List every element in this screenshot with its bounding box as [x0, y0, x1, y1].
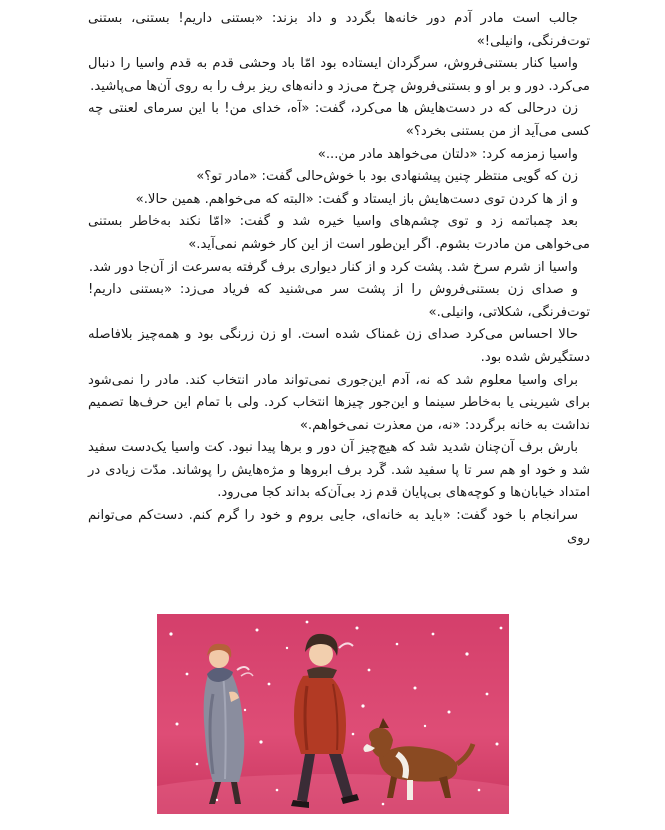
- paragraph: بارش برف آن‌چنان شدید شد که هیچ‌چیز آن دور و برها پیدا نبود. کت واسیا یک‌دست سفید شد و خود او هم سر تا پا سفید شد. گَرد برف ابروها و مژه‌هایش را پوشاند. مدّت زیادی در امتداد خیابان‌ها و کوچه‌های بی‌پایان قدم زد بی‌آن‌که بداند کجا می‌رود.: [88, 440, 590, 501]
- paragraph: بعد چمباتمه زد و توی چشم‌های واسیا خیره شد و گفت: «امّا نکند به‌خاطر بستنی می‌خواهی من مادرت بشوم. اگر این‌طور است از این کار خوشم نمی‌آید.»: [88, 214, 590, 252]
- story-text: [88, 8, 590, 550]
- paragraph: و از ها کردن توی دست‌هایش باز ایستاد و گفت: «البته که می‌خواهم. همین حالا.»: [135, 191, 578, 207]
- paragraph: واسیا زمزمه کرد: «دلتان می‌خواهد مادر من...»: [317, 146, 578, 162]
- paragraph: و صدای زن بستنی‌فروش را از پشت سر می‌شنید که فریاد می‌زد: «بستنی داریم! توت‌فرنگی، شکلاتی، وانیلی.»: [88, 282, 590, 320]
- paragraph: زن که گویی منتظر چنین پیشنهادی بود با خوش‌حالی گفت: «مادر تو؟»: [196, 169, 578, 185]
- paragraph: واسیا کنار بستنی‌فروش، سرگردان ایستاده بود امّا باد وحشی قدم به قدم واسیا را دنبال می‌کرد. دور و بر او و بستنی‌فروش چرخ می‌زد و دانه‌های ریز برف را به روی آن‌ها می‌پاشید.: [88, 56, 590, 94]
- paragraph: برای واسیا معلوم شد که نه، آدم این‌جوری نمی‌تواند مادر انتخاب کند. مادر را نمی‌شود برای شیرینی یا به‌خاطر سینما و این‌جور چیزها انتخاب کرد. ولی با تمام این حرف‌ها تصمیم نداشت به خانه برگردد: «نه، من معذرت نمی‌خواهم.»: [88, 372, 590, 433]
- winter-street-scene-illustration: [157, 614, 509, 814]
- paragraph: جالب است مادر آدم دور خانه‌ها بگردد و داد بزند: «بستنی داریم! بستنی، بستنی توت‌فرنگی، وانیلی!»: [88, 11, 590, 49]
- paragraph: سرانجام با خود گفت: «باید به خانه‌ای، جایی بروم و خود را گرم کنم. دست‌کم می‌توانم روی: [88, 508, 590, 546]
- paragraph: حالا احساس می‌کرد صدای زن غمناک شده است. او زن زرنگی بود و همه‌چیز بلافاصله دستگیرش شده بود.: [88, 327, 590, 365]
- paragraph: زن درحالی که در دست‌هایش ها می‌کرد، گفت: «آه، خدای من! با این سرمای لعنتی چه کسی می‌آید از من بستنی بخرد؟»: [88, 101, 590, 139]
- paragraph: واسیا از شرم سرخ شد. پشت کرد و از کنار دیواری برف گرفته به‌سرعت از آن‌جا دور شد.: [88, 259, 578, 275]
